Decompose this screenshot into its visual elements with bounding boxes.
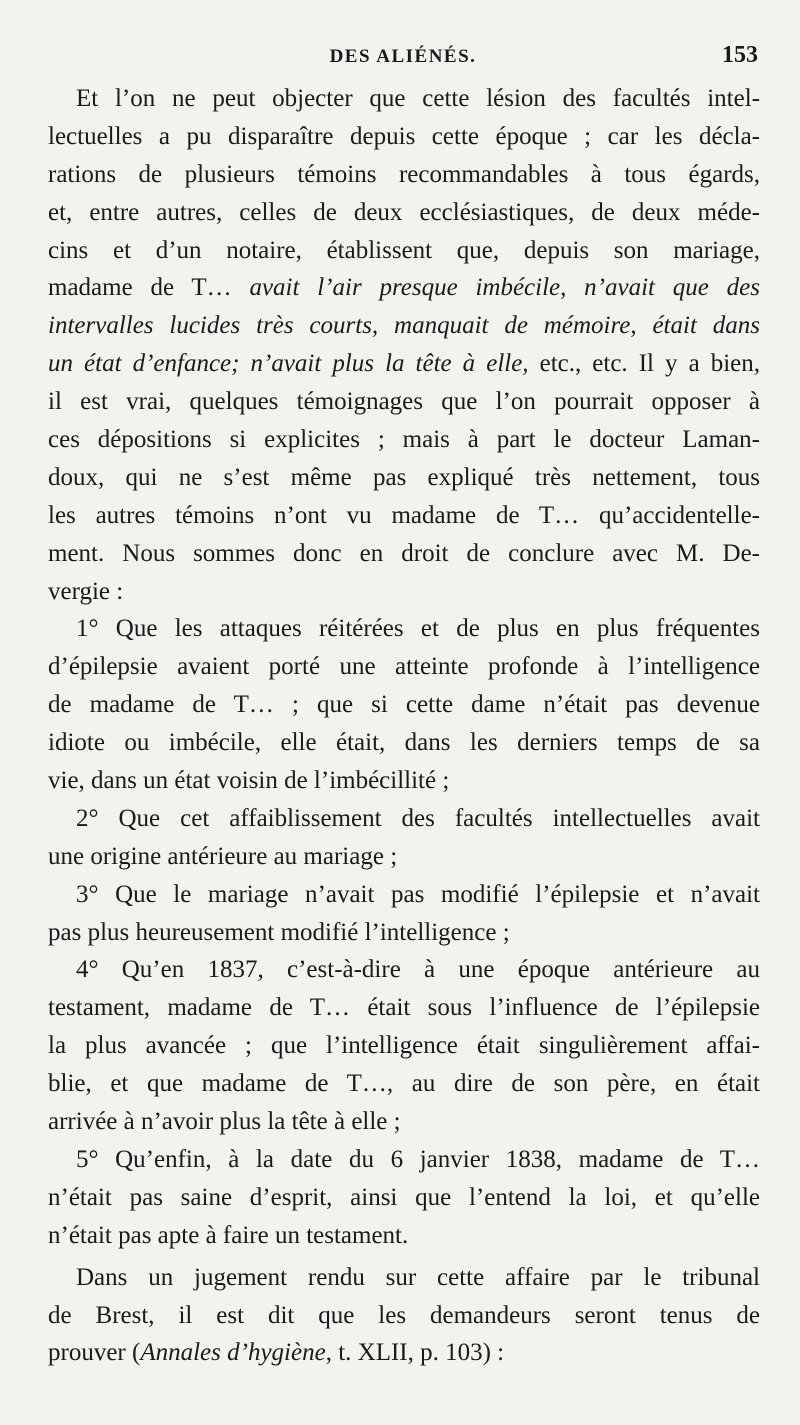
text-line [48, 762, 760, 800]
text-segment: , t. XLII, p. 103) : [325, 1339, 505, 1367]
text-line [48, 383, 760, 421]
text-line [48, 345, 760, 383]
text-segment: blie, et que madame de T…, au dire de son père, en était [48, 1070, 760, 1098]
text-line [48, 951, 760, 989]
italic-text: avait l’air presque imbécile, n’avait que des [249, 274, 760, 302]
text-segment: 3° Que le mariage n’avait pas modifié l’épilepsie et n’avait [76, 880, 760, 908]
page-number: 153 [722, 42, 758, 68]
text-line [48, 80, 760, 118]
text-segment: il est vrai, quelques témoignages que l’on pourrait opposer à [48, 388, 760, 416]
text-segment: 4° Qu’en 1837, c’est-à-dire à une époque antérieure au [76, 956, 760, 984]
text-line [48, 573, 760, 611]
text-line [48, 800, 760, 838]
text-segment: madame de T… [48, 274, 250, 302]
text-segment: Et l’on ne peut objecter que cette lésion des facultés intel- [76, 85, 760, 112]
text-line [48, 876, 760, 914]
running-title: DES ALIÉNÉS. [329, 46, 477, 67]
text-segment: prouver ( [48, 1339, 141, 1367]
text-segment: ces dépositions si explicites ; mais à part le docteur Laman- [48, 426, 760, 454]
text-line [48, 724, 760, 762]
text-segment: vergie : [48, 577, 124, 605]
text-line [48, 838, 760, 876]
text-line [48, 1259, 760, 1297]
text-segment: de madame de T… ; que si cette dame n’était pas devenue [48, 691, 760, 719]
text-line [48, 118, 760, 156]
text-segment: cins et d’un notaire, établissent que, depuis son mariage, [48, 236, 760, 264]
text-segment: n’était pas saine d’esprit, ainsi que l’entend la loi, et qu’elle [48, 1183, 760, 1211]
text-segment: 1° Que les attaques réitérées et de plus en plus fréquentes [76, 615, 760, 643]
text-line [48, 1179, 760, 1217]
text-line [48, 648, 760, 686]
text-line [48, 497, 760, 535]
text-segment: 2° Que cet affaiblissement des facultés intellectuelles avait [76, 804, 760, 832]
italic-text: Annales d’hygiène [140, 1339, 326, 1367]
text-line [48, 459, 760, 497]
text-line [48, 1217, 760, 1255]
text-line [48, 989, 760, 1027]
text-segment: pas plus heureusement modifié l’intelligence ; [48, 918, 510, 946]
text-segment: les autres témoins n’ont vu madame de T… qu’accidentelle- [48, 501, 760, 529]
text-line [48, 1334, 760, 1372]
italic-text: un état d’enfance; n’avait plus la tête à elle, [48, 350, 529, 378]
text-line [48, 232, 760, 270]
body-text [48, 80, 760, 1372]
text-segment: d’épilepsie avaient porté une atteinte profonde à l’intelligence [48, 653, 760, 681]
text-segment: etc., etc. Il y a bien, [528, 350, 760, 378]
text-segment: testament, madame de T… était sous l’influence de l’épilepsie [48, 994, 760, 1022]
text-line [48, 1103, 760, 1141]
italic-text: intervalles lucides très courts, manquait de mémoire, était dans [48, 312, 760, 340]
text-line [48, 1065, 760, 1103]
text-segment: 5° Qu’enfin, à la date du 6 janvier 1838, madame de T… [76, 1145, 760, 1173]
text-segment: idiote ou imbécile, elle était, dans les derniers temps de sa [48, 729, 760, 757]
text-segment: arrivée à n’avoir plus la tête à elle ; [48, 1108, 401, 1136]
text-segment: rations de plusieurs témoins recommandables à tous égards, [48, 160, 760, 188]
text-line [48, 686, 760, 724]
text-line [48, 307, 760, 345]
text-line [48, 1297, 760, 1335]
text-line [48, 269, 760, 307]
page-header [48, 40, 758, 74]
text-line [48, 914, 760, 952]
text-segment: de Brest, il est dit que les demandeurs seront tenus de [48, 1301, 760, 1329]
text-segment: et, entre autres, celles de deux ecclésiastiques, de deux méde- [48, 198, 760, 226]
text-line [48, 1027, 760, 1065]
text-segment: la plus avancée ; que l’intelligence était singulièrement affai- [48, 1032, 760, 1060]
text-segment: une origine antérieure au mariage ; [48, 842, 398, 870]
text-segment: ment. Nous sommes donc en droit de conclure avec M. De- [48, 539, 760, 567]
text-line [48, 156, 760, 194]
text-segment: n’était pas apte à faire un testament. [48, 1221, 409, 1249]
text-line [48, 194, 760, 232]
text-line [48, 1141, 760, 1179]
text-segment: lectuelles a pu disparaître depuis cette époque ; car les décla- [48, 122, 760, 150]
text-line [48, 421, 760, 459]
text-line [48, 535, 760, 573]
text-line [48, 610, 760, 648]
text-segment: Dans un jugement rendu sur cette affaire par le tribunal [76, 1263, 760, 1291]
text-segment: doux, qui ne s’est même pas expliqué très nettement, tous [48, 463, 760, 491]
text-segment: vie, dans un état voisin de l’imbécillité ; [48, 767, 450, 795]
